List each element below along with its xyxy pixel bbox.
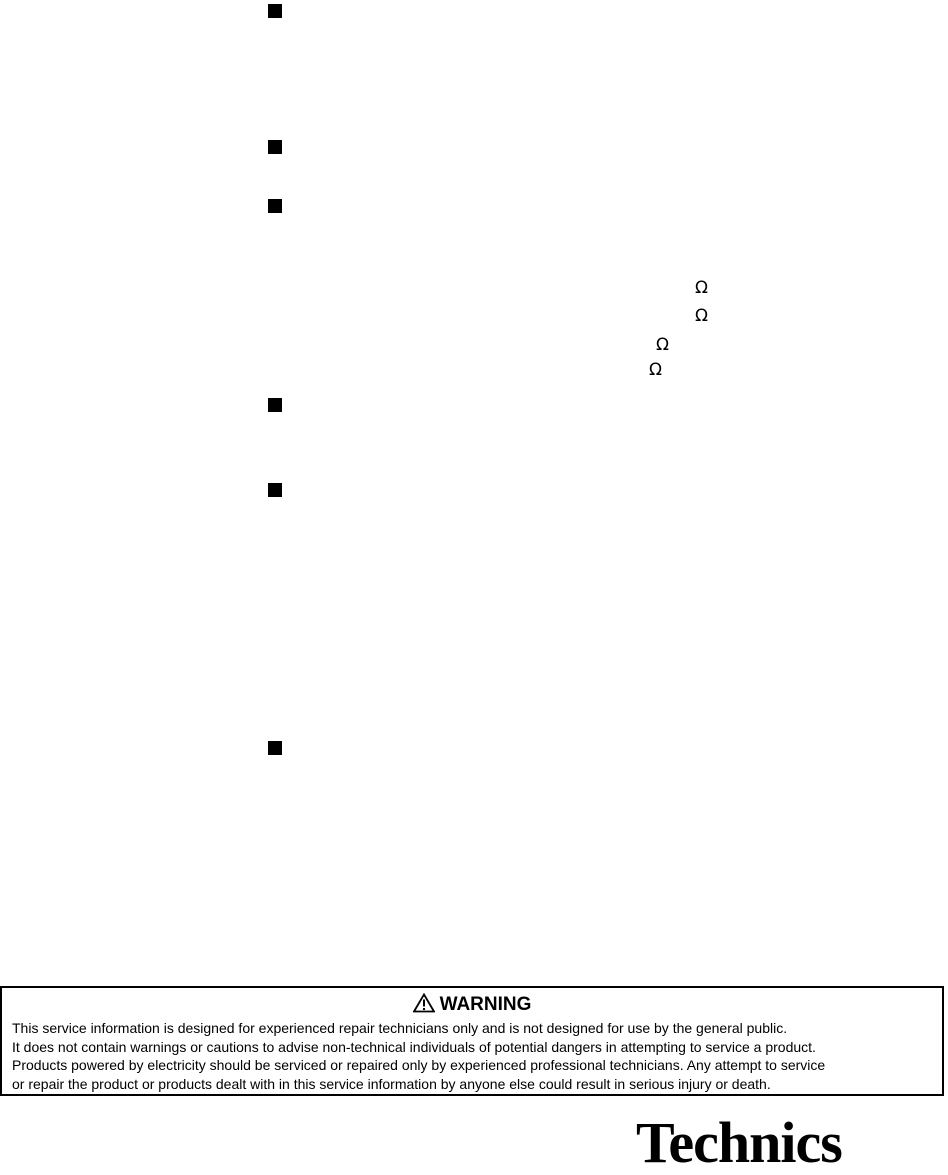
section-bullet-6: [268, 741, 282, 755]
ohm-symbol: Ω: [649, 360, 662, 380]
warning-line-1: This service information is designed for experienced repair technicians only and is not designed for use by the general public.: [12, 1020, 788, 1036]
warning-line-2: It does not contain warnings or cautions to advise non-technical individuals of potential dangers in attempting to service a product.: [12, 1038, 816, 1055]
warning-title: WARNING: [439, 994, 532, 1015]
section-bullet-4: [268, 398, 282, 412]
warning-line-3: Products powered by electricity should be serviced or repaired only by experienced professional technicians. Any attempt to service: [12, 1057, 826, 1073]
warning-box: [0, 986, 944, 1096]
ohm-symbol: Ω: [656, 335, 669, 355]
warning-line-4: or repair the product or products dealt with in this service information by anyone else could result in serious injury or death.: [12, 1075, 771, 1092]
warning-heading: [2, 993, 942, 1019]
section-bullet-3: [268, 199, 282, 213]
warning-text: [12, 1019, 825, 1093]
technics-logo: Technics: [636, 1110, 842, 1175]
section-bullet-2: [268, 140, 282, 154]
section-bullet-1: [268, 4, 282, 18]
ohm-symbol: Ω: [695, 278, 708, 298]
section-bullet-5: [268, 483, 282, 497]
warning-triangle-icon: [413, 993, 435, 1019]
ohm-symbol: Ω: [695, 306, 708, 326]
